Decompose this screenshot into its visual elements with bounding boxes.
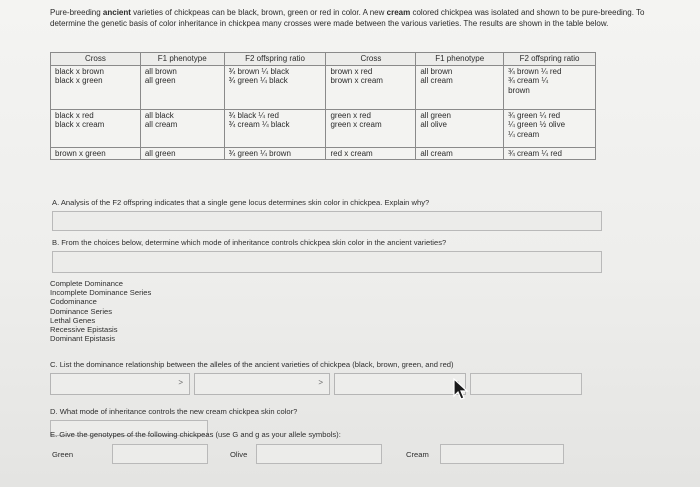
table-cell: ¾ green ¼ red ¼ green ½ olive ¼ cream [504,109,596,147]
intro-paragraph: Pure-breeding ancient varieties of chickpeas can be black, brown, green or red in color. A new cream colored chickpea was isolated and shown to be pure-breeding. To determine the genetic basis of color inheritance in chickpea many crosses were made between the various varieties. The results are shown in the table below. [50,8,645,28]
header-cross: Cross [326,53,416,66]
table-cell: all cream [416,147,504,160]
choice-item: Lethal Genes [50,315,96,325]
genotype-input-cream[interactable] [440,444,564,464]
choice-item: Complete Dominance [50,279,124,288]
chevron-right-icon: > [318,378,323,387]
question-a: A. Analysis of the F2 offspring indicates that a single gene locus determines skin color in chickpea. Explain why? [52,198,430,207]
question-c: C. List the dominance relationship between the alleles of the ancient varieties of chickpea (black, brown, green, and red) [50,360,454,369]
table-cell: all brown all cream [416,65,504,109]
table-cell: ¾ brown ¼ black ¾ green ¼ black [224,65,326,109]
table-header-row [51,53,596,66]
table-cell: all green all olive [416,109,504,147]
question-b: B. From the choices below, determine which mode of inheritance controls chickpea skin color in the ancient varieties? [52,238,447,247]
mouse-pointer-icon [452,378,470,400]
table-cell: brown x red brown x cream [326,65,416,109]
table-cell: all brown all green [140,65,224,109]
genotype-label-olive: Olive [230,450,248,459]
table-row [51,109,596,147]
table-cell: black x red black x cream [51,109,141,147]
header-cross: Cross [51,53,141,66]
genotype-input-green[interactable] [112,444,208,464]
table-cell: green x red green x cream [326,109,416,147]
answer-b-input[interactable] [52,251,602,273]
question-e: E. Give the genotypes of the following chickpeas (use G and g as your allele symbols): [50,430,341,439]
header-f1-phenotype: F1 phenotype [416,53,504,66]
table-cell: ¾ green ¼ brown [224,147,326,160]
choice-item: Incomplete Dominance Series [50,288,152,298]
choice-item: Codominance [50,297,97,307]
choice-item: Recessive Epistasis [50,325,118,335]
genotype-input-olive[interactable] [256,444,382,464]
dominance-select-3[interactable] [334,373,466,395]
choices-list [50,279,151,343]
table-cell: red x cream [326,147,416,160]
genotype-label-green: Green [52,450,74,459]
dominance-input-4[interactable] [470,373,582,395]
table-cell: ¾ cream ¼ red [504,147,596,160]
dominance-select-2[interactable] [194,373,330,395]
genotype-label-cream: Cream [406,450,429,459]
table-row [51,65,596,109]
question-d: D. What mode of inheritance controls the new cream chickpea skin color? [50,407,298,416]
crosses-table [50,52,596,160]
choice-item: Dominant Epistasis [50,334,115,344]
header-f1-phenotype: F1 phenotype [140,53,224,66]
choice-item: Dominance Series [50,306,113,316]
table-row [51,147,596,160]
header-f2-ratio: F2 offspring ratio [504,53,596,66]
dominance-select-1[interactable] [50,373,190,395]
table-cell: all black all cream [140,109,224,147]
table-cell: black x brown black x green [51,65,141,109]
table-cell: brown x green [51,147,141,160]
header-f2-ratio: F2 offspring ratio [224,53,326,66]
answer-a-input[interactable] [52,211,602,231]
table-cell: all green [140,147,224,160]
table-cell: ¾ black ¼ red ¾ cream ¼ black [224,109,326,147]
chevron-right-icon: > [178,378,183,387]
table-cell: ¾ brown ¼ red ¾ cream ¼ brown [504,65,596,109]
